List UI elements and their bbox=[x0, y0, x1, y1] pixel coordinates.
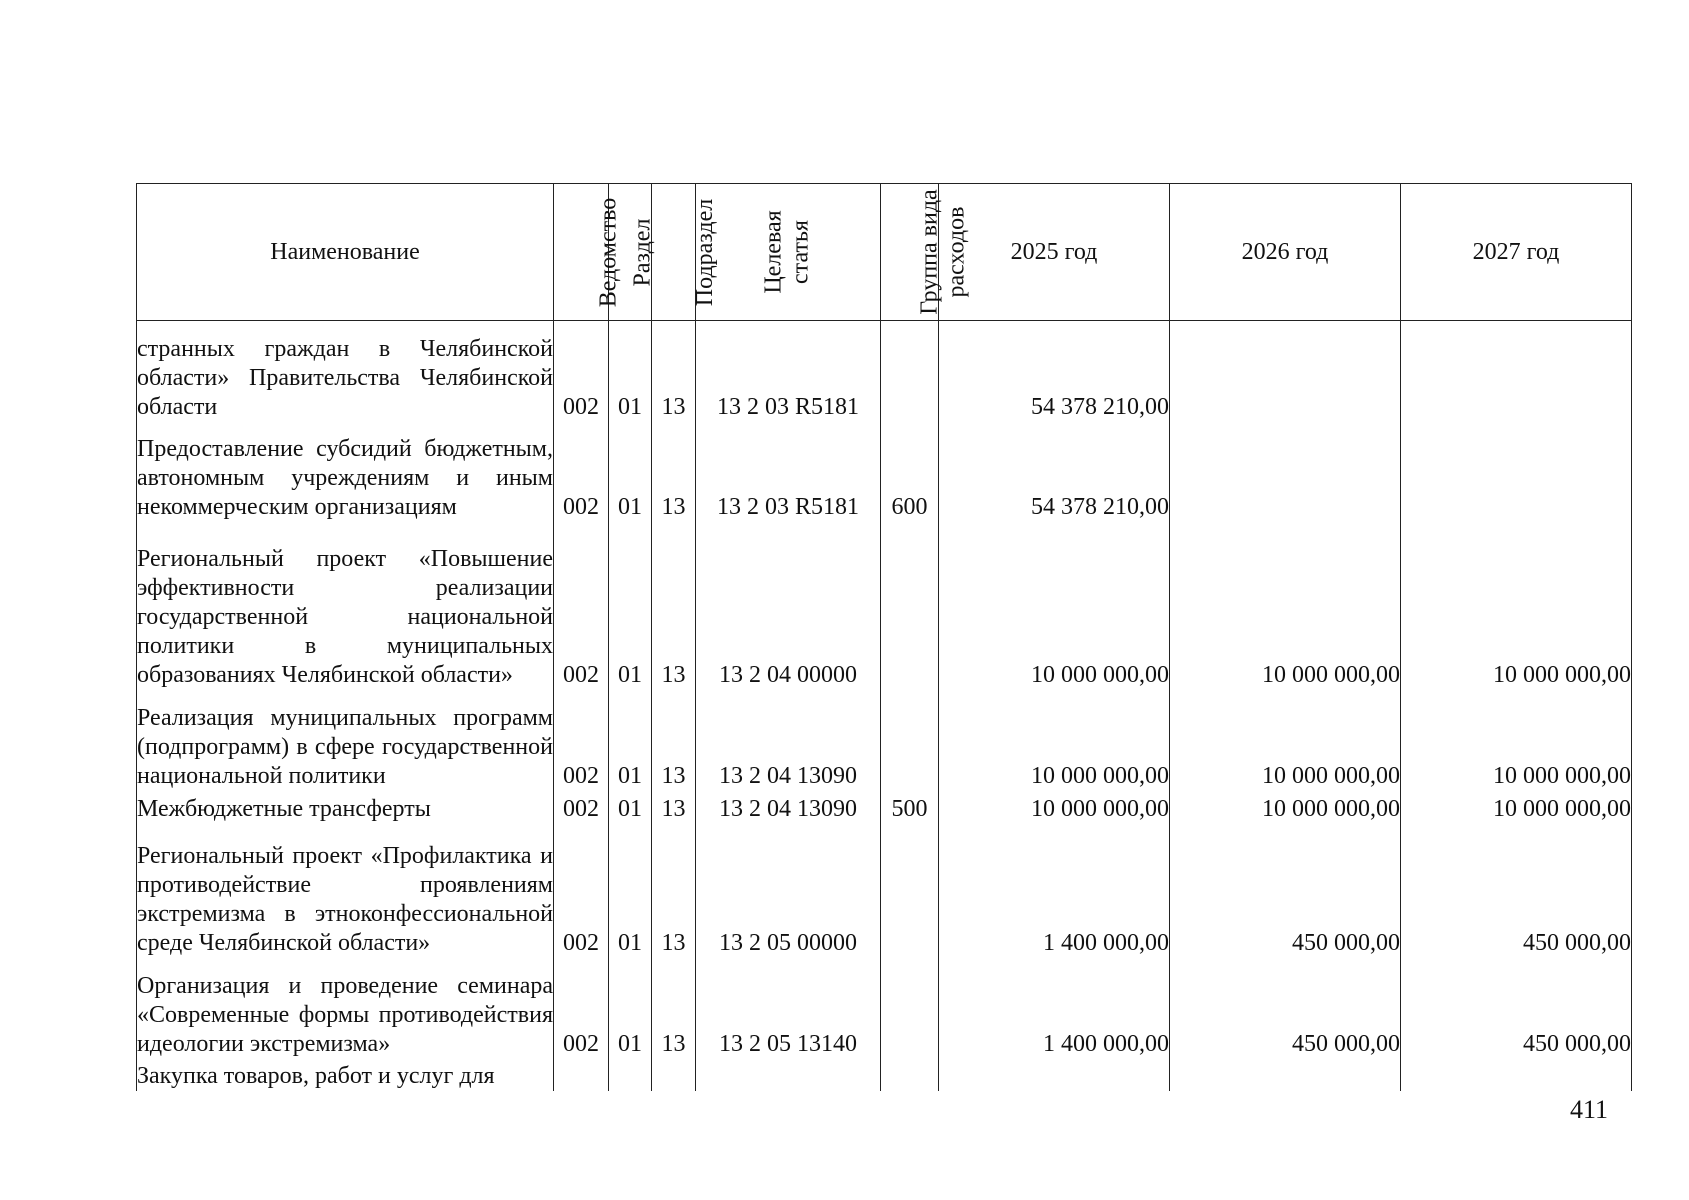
cell-target-article: 13 2 04 13090 bbox=[696, 791, 881, 825]
cell-department: 002 bbox=[554, 958, 609, 1059]
header-expense-group-label bbox=[917, 189, 971, 314]
header-target-article bbox=[696, 184, 881, 321]
cell-amount-2027: 10 000 000,00 bbox=[1401, 522, 1632, 690]
cell-expense-group bbox=[881, 824, 939, 958]
cell-amount-2026: 450 000,00 bbox=[1170, 824, 1401, 958]
header-target-line1: Целевая bbox=[760, 209, 787, 294]
cell-amount-2025: 1 400 000,00 bbox=[939, 958, 1170, 1059]
cell-amount-2026: 10 000 000,00 bbox=[1170, 522, 1401, 690]
cell-name bbox=[137, 1059, 554, 1091]
cell-amount-2027: 10 000 000,00 bbox=[1401, 690, 1632, 791]
cell-expense-group: 600 bbox=[881, 422, 939, 523]
cell-amount-2026: 10 000 000,00 bbox=[1170, 791, 1401, 825]
header-section-label: Раздел bbox=[629, 218, 656, 286]
cell-target-article: 13 2 04 00000 bbox=[696, 522, 881, 690]
cell-department: 002 bbox=[554, 321, 609, 422]
cell-amount-2027 bbox=[1401, 1059, 1632, 1091]
cell-amount-2026 bbox=[1170, 1059, 1401, 1091]
header-dept-label: Ведомство bbox=[595, 197, 622, 307]
cell-name-text: Предоставление субсидий бюджетным, автономным учреждениям и иным некоммерческим организациям bbox=[137, 436, 553, 521]
cell-subsection bbox=[652, 1059, 696, 1091]
header-year-2026: 2026 год bbox=[1170, 184, 1401, 321]
header-expense-group-line2: расходов bbox=[943, 206, 970, 297]
cell-section: 01 bbox=[609, 958, 652, 1059]
cell-target-article: 13 2 05 13140 bbox=[696, 958, 881, 1059]
cell-expense-group bbox=[881, 1059, 939, 1091]
cell-amount-2026 bbox=[1170, 422, 1401, 523]
cell-expense-group bbox=[881, 690, 939, 791]
cell-target-article: 13 2 05 00000 bbox=[696, 824, 881, 958]
cell-name bbox=[137, 791, 554, 825]
cell-name bbox=[137, 690, 554, 791]
table-row bbox=[137, 791, 1632, 825]
cell-amount-2025: 10 000 000,00 bbox=[939, 690, 1170, 791]
table-row bbox=[137, 422, 1632, 523]
table-row bbox=[137, 824, 1632, 958]
cell-section: 01 bbox=[609, 824, 652, 958]
cell-name bbox=[137, 958, 554, 1059]
cell-amount-2025: 54 378 210,00 bbox=[939, 321, 1170, 422]
cell-name-text: странных граждан в Челябинской области» Правительства Челябинской области bbox=[137, 335, 553, 420]
cell-department: 002 bbox=[554, 690, 609, 791]
cell-expense-group bbox=[881, 321, 939, 422]
cell-department: 002 bbox=[554, 522, 609, 690]
cell-amount-2026: 450 000,00 bbox=[1170, 958, 1401, 1059]
cell-name bbox=[137, 824, 554, 958]
cell-amount-2027 bbox=[1401, 321, 1632, 422]
cell-amount-2025: 10 000 000,00 bbox=[939, 522, 1170, 690]
table-body bbox=[137, 321, 1632, 1092]
cell-expense-group bbox=[881, 522, 939, 690]
cell-amount-2025: 10 000 000,00 bbox=[939, 791, 1170, 825]
header-dept bbox=[554, 184, 622, 321]
header-target-label bbox=[761, 210, 815, 293]
budget-table bbox=[136, 183, 1632, 1091]
cell-name-text: Реализация муниципальных программ (подпрограмм) в сфере государственной национальной политики bbox=[137, 704, 553, 789]
header-target-line2: статья bbox=[787, 219, 814, 284]
cell-amount-2025: 54 378 210,00 bbox=[939, 422, 1170, 523]
table-row bbox=[137, 690, 1632, 791]
table-row bbox=[137, 958, 1632, 1059]
cell-subsection: 13 bbox=[652, 824, 696, 958]
cell-amount-2027: 10 000 000,00 bbox=[1401, 791, 1632, 825]
cell-amount-2026: 10 000 000,00 bbox=[1170, 690, 1401, 791]
table-row bbox=[137, 321, 1632, 422]
cell-name-text: Закупка товаров, работ и услуг для bbox=[137, 1063, 495, 1089]
cell-department: 002 bbox=[554, 791, 609, 825]
cell-section: 01 bbox=[609, 321, 652, 422]
cell-name bbox=[137, 522, 554, 690]
cell-name bbox=[137, 422, 554, 523]
cell-name-text: Межбюджетные трансферты bbox=[137, 796, 431, 823]
header-expense-group-line1: Группа вида bbox=[916, 188, 943, 315]
header-subsection bbox=[652, 184, 719, 321]
cell-section bbox=[609, 1059, 652, 1091]
cell-subsection: 13 bbox=[652, 958, 696, 1059]
cell-expense-group: 500 bbox=[881, 791, 939, 825]
cell-subsection: 13 bbox=[652, 522, 696, 690]
cell-section: 01 bbox=[609, 422, 652, 523]
cell-amount-2027: 450 000,00 bbox=[1401, 958, 1632, 1059]
cell-section: 01 bbox=[609, 522, 652, 690]
header-year-2027: 2027 год bbox=[1401, 184, 1632, 321]
table-header bbox=[137, 184, 1632, 321]
cell-name bbox=[137, 321, 554, 422]
cell-department bbox=[554, 1059, 609, 1091]
cell-department: 002 bbox=[554, 422, 609, 523]
cell-target-article bbox=[696, 1059, 881, 1091]
table-row bbox=[137, 522, 1632, 690]
header-subsection-label: Подраздел bbox=[692, 198, 719, 306]
table-row bbox=[137, 1059, 1632, 1091]
cell-target-article: 13 2 03 R5181 bbox=[696, 321, 881, 422]
cell-name-text: Региональный проект «Профилактика и противодействие проявлениям экстремизма в этноконфессиональной среде Челябинской области» bbox=[137, 843, 553, 957]
cell-subsection: 13 bbox=[652, 422, 696, 523]
cell-target-article: 13 2 03 R5181 bbox=[696, 422, 881, 523]
cell-subsection: 13 bbox=[652, 791, 696, 825]
cell-amount-2025: 1 400 000,00 bbox=[939, 824, 1170, 958]
cell-subsection: 13 bbox=[652, 321, 696, 422]
header-name: Наименование bbox=[137, 184, 554, 321]
page-number: 411 bbox=[1570, 1095, 1609, 1124]
cell-section: 01 bbox=[609, 690, 652, 791]
cell-amount-2027: 450 000,00 bbox=[1401, 824, 1632, 958]
cell-department: 002 bbox=[554, 824, 609, 958]
cell-section: 01 bbox=[609, 791, 652, 825]
header-year-2025: 2025 год bbox=[939, 184, 1170, 321]
cell-name-text: Организация и проведение семинара «Современные формы противодействия идеологии экстремизма» bbox=[137, 973, 553, 1057]
cell-subsection: 13 bbox=[652, 690, 696, 791]
cell-amount-2026 bbox=[1170, 321, 1401, 422]
cell-amount-2025 bbox=[939, 1059, 1170, 1091]
cell-expense-group bbox=[881, 958, 939, 1059]
cell-amount-2027 bbox=[1401, 422, 1632, 523]
cell-name-text: Региональный проект «Повышение эффективности реализации государственной национальной политики в муниципальных образованиях Челябинской области» bbox=[137, 546, 553, 689]
header-expense-group bbox=[881, 184, 970, 321]
cell-target-article: 13 2 04 13090 bbox=[696, 690, 881, 791]
